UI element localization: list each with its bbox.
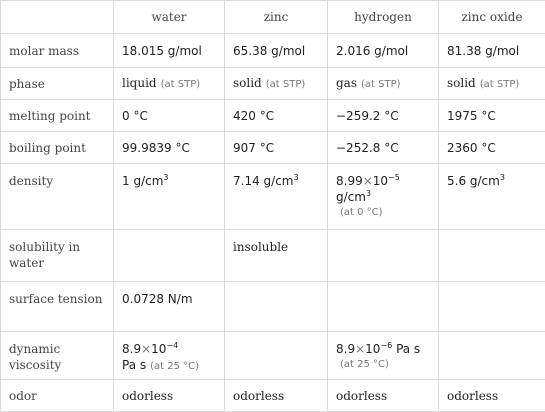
cell-zinc-molar-mass: 65.38 g/mol — [225, 34, 328, 68]
mantissa: 8.9 — [122, 342, 141, 356]
mantissa: 8.9 — [336, 342, 355, 356]
density-exponent: 3 — [163, 173, 168, 182]
table-row-melting-point — [1, 100, 545, 132]
cell-water-dynamic-viscosity — [114, 332, 225, 380]
column-header-hydrogen: hydrogen — [328, 1, 439, 34]
cell-hydrogen-surface-tension — [328, 282, 439, 332]
cell-hydrogen-density — [328, 164, 439, 230]
times-sign: × — [363, 174, 373, 188]
density-value: 7.14 g/cm — [233, 174, 293, 188]
unit: Pa s — [396, 342, 420, 356]
phase-value: solid — [447, 76, 476, 90]
cell-hydrogen-boiling-point: −252.8 °C — [328, 132, 439, 164]
table-row-boiling-point — [1, 132, 545, 164]
power-base: 10 — [151, 342, 166, 356]
cell-zinc-oxide-density — [439, 164, 545, 230]
mantissa: 8.99 — [336, 174, 363, 188]
cell-zinc-oxide-molar-mass: 81.38 g/mol — [439, 34, 545, 68]
power-base: 10 — [365, 342, 380, 356]
column-header-zinc: zinc — [225, 1, 328, 34]
viscosity-unit-line — [122, 357, 216, 375]
cell-water-density — [114, 164, 225, 230]
cell-hydrogen-dynamic-viscosity — [328, 332, 439, 380]
times-sign: × — [141, 342, 151, 356]
density-value: 1 g/cm — [122, 174, 163, 188]
cell-zinc-density — [225, 164, 328, 230]
header-row — [1, 1, 545, 34]
cell-zinc-dynamic-viscosity — [225, 332, 328, 380]
times-sign: × — [355, 342, 365, 356]
cell-hydrogen-solubility — [328, 230, 439, 282]
cell-zinc-boiling-point: 907 °C — [225, 132, 328, 164]
cell-water-solubility — [114, 230, 225, 282]
corner-cell — [1, 1, 114, 34]
viscosity-note: (at 25 °C) — [150, 361, 199, 372]
cell-zinc-oxide-odor: odorless — [439, 380, 545, 412]
unit: g/cm — [336, 190, 366, 204]
cell-zinc-phase — [225, 68, 328, 100]
cell-zinc-oxide-boiling-point: 2360 °C — [439, 132, 545, 164]
cell-zinc-surface-tension — [225, 282, 328, 332]
phase-value: gas — [336, 76, 357, 90]
power-base: 10 — [373, 174, 388, 188]
phase-value: liquid — [122, 76, 157, 90]
unit-exponent: 3 — [366, 189, 371, 198]
table-row-surface-tension — [1, 282, 545, 332]
density-scientific — [336, 173, 430, 189]
cell-zinc-melting-point: 420 °C — [225, 100, 328, 132]
table-row-odor — [1, 380, 545, 412]
phase-note: (at STP) — [361, 79, 401, 90]
cell-water-odor: odorless — [114, 380, 225, 412]
row-label-dynamic-viscosity: dynamic viscosity — [1, 332, 114, 380]
table-row-density — [1, 164, 545, 230]
cell-zinc-oxide-melting-point: 1975 °C — [439, 100, 545, 132]
density-unit — [336, 189, 430, 205]
row-label-boiling-point: boiling point — [1, 132, 114, 164]
viscosity-note: (at 25 °C) — [340, 357, 430, 373]
cell-zinc-oxide-solubility — [439, 230, 545, 282]
cell-water-surface-tension: 0.0728 N/m — [114, 282, 225, 332]
cell-zinc-odor: odorless — [225, 380, 328, 412]
cell-hydrogen-molar-mass: 2.016 g/mol — [328, 34, 439, 68]
power-exponent: −6 — [380, 341, 392, 350]
cell-hydrogen-phase — [328, 68, 439, 100]
cell-water-molar-mass: 18.015 g/mol — [114, 34, 225, 68]
phase-note: (at STP) — [480, 79, 520, 90]
viscosity-scientific — [336, 341, 430, 357]
row-label-surface-tension: surface tension — [1, 282, 114, 332]
density-exponent: 3 — [293, 173, 298, 182]
row-label-odor: odor — [1, 380, 114, 412]
unit: Pa s — [122, 358, 146, 372]
cell-zinc-oxide-surface-tension — [439, 282, 545, 332]
column-header-water: water — [114, 1, 225, 34]
cell-water-boiling-point: 99.9839 °C — [114, 132, 225, 164]
row-label-phase: phase — [1, 68, 114, 100]
power-exponent: −4 — [166, 341, 178, 350]
table-row-phase — [1, 68, 545, 100]
column-header-zinc-oxide: zinc oxide — [439, 1, 545, 34]
cell-hydrogen-melting-point: −259.2 °C — [328, 100, 439, 132]
cell-water-phase — [114, 68, 225, 100]
table-row-molar-mass — [1, 34, 545, 68]
cell-water-melting-point: 0 °C — [114, 100, 225, 132]
cell-zinc-oxide-phase — [439, 68, 545, 100]
row-label-melting-point: melting point — [1, 100, 114, 132]
density-note: (at 0 °C) — [340, 205, 430, 221]
row-label-solubility: solubility in water — [1, 230, 114, 282]
power-exponent: −5 — [388, 173, 400, 182]
phase-note: (at STP) — [161, 79, 201, 90]
density-exponent: 3 — [500, 173, 505, 182]
viscosity-scientific — [122, 341, 216, 357]
phase-note: (at STP) — [266, 79, 306, 90]
table-row-dynamic-viscosity — [1, 332, 545, 380]
row-label-molar-mass: molar mass — [1, 34, 114, 68]
cell-hydrogen-odor: odorless — [328, 380, 439, 412]
row-label-density: density — [1, 164, 114, 230]
density-value: 5.6 g/cm — [447, 174, 500, 188]
table-row-solubility — [1, 230, 545, 282]
phase-value: solid — [233, 76, 262, 90]
cell-zinc-solubility: insoluble — [225, 230, 328, 282]
cell-zinc-oxide-dynamic-viscosity — [439, 332, 545, 380]
